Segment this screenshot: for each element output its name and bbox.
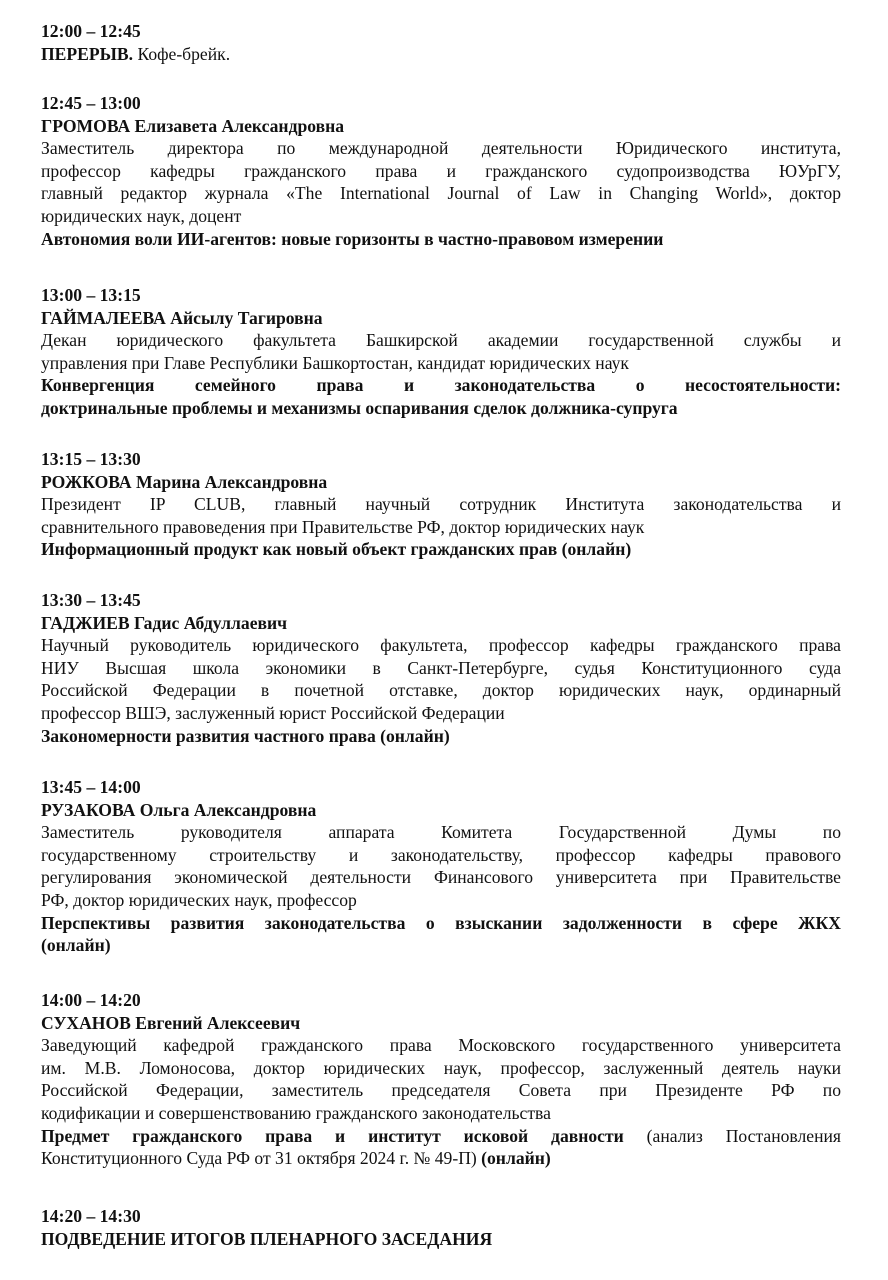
speaker-description-line: сравнительного правоведения при Правительстве РФ, доктор юридических наук [41,516,645,537]
talk-title-continued [41,1147,841,1170]
speaker-description-line: государственному строительству и законодательству, профессор кафедры правового [41,844,841,865]
speaker-given-names: Елизавета Александровна [130,115,345,136]
time-slot: 13:00 – 13:15 [41,285,141,305]
speaker-description-line: юридических наук, доцент [41,205,242,226]
speaker-given-names: Евгений Алексеевич [130,1012,301,1033]
speaker-description-line: Декан юридического факультета Башкирской академии государственной службы и [41,330,841,351]
talk-title [41,1125,841,1148]
speaker-given-names: Ольга Александровна [135,799,317,820]
talk-title-note: (анализ Постановления [623,1125,841,1146]
time-slot: 12:45 – 13:00 [41,93,141,113]
speaker-description-line: управления при Главе Республики Башкортостан, кандидат юридических наук [41,352,629,373]
schedule-item-speaker [41,92,841,273]
talk-title: Конвергенция семейного права и законодательства о несостоятельности: [41,375,841,396]
talk-title-continued: (онлайн) [41,935,111,956]
speaker-name [41,471,841,494]
speaker-description-line: кодификации и совершенствованию гражданского законодательства [41,1102,551,1123]
speaker-description-line: регулирования экономической деятельности Финансового университета при Правительстве [41,867,841,888]
talk-title-continued: доктринальные проблемы и механизмы оспаривания сделок должника-супруга [41,397,678,418]
talk-title-note-continued: Конституционного Суда РФ от 31 октября 2024 г. № 49-П) [41,1148,482,1169]
time-slot: 14:20 – 14:30 [41,1206,141,1226]
talk-title-bold: Предмет гражданского права и институт исковой давности [41,1125,624,1146]
time-slot: 14:00 – 14:20 [41,990,141,1010]
speaker-description-line: Заведующий кафедрой гражданского права Московского государственного университета [41,1035,841,1056]
speaker-surname: РУЗАКОВА [41,799,136,820]
speaker-name [41,799,841,822]
speaker-name [41,1012,841,1035]
speaker-description-line: РФ, доктор юридических наук, профессор [41,889,357,910]
speaker-given-names: Айсылу Тагировна [165,307,323,328]
time-slot: 13:30 – 13:45 [41,590,141,610]
schedule-item-speaker [41,589,841,747]
talk-title: Информационный продукт как новый объект гражданских прав (онлайн) [41,539,632,560]
closing-title: ПОДВЕДЕНИЕ ИТОГОВ ПЛЕНАРНОГО ЗАСЕДАНИЯ [41,1228,493,1249]
talk-title: Автономия воли ИИ-агентов: новые горизонты в частно-правовом измерении [41,228,664,249]
speaker-name [41,307,841,330]
break-title: ПЕРЕРЫВ. [41,43,134,64]
speaker-surname: РОЖКОВА [41,471,132,492]
time-slot: 12:00 – 12:45 [41,21,141,41]
speaker-description-line: Российской Федерации, заместитель председателя Совета при Президенте РФ по [41,1080,841,1101]
time-slot: 13:45 – 14:00 [41,777,141,797]
schedule-item-speaker [41,284,841,420]
schedule-item-break [41,20,841,65]
break-subtitle: Кофе-брейк. [133,43,231,64]
schedule-item-closing [41,1205,841,1250]
speaker-description-line: Научный руководитель юридического факультета, профессор кафедры гражданского права [41,635,841,656]
speaker-description-line: им. М.В. Ломоносова, доктор юридических наук, профессор, заслуженный деятель науки [41,1057,841,1078]
speaker-description-line: НИУ Высшая школа экономики в Санкт-Петербурге, судья Конституционного суда [41,657,841,678]
speaker-description-line: профессор ВШЭ, заслуженный юрист Российской Федерации [41,702,505,723]
speaker-name [41,612,841,635]
schedule-item-speaker [41,448,841,561]
talk-online-tag: (онлайн) [481,1148,551,1169]
spacer [41,250,841,273]
speaker-description-line: профессор кафедры гражданского права и гражданского судопроизводства ЮУрГУ, [41,160,841,181]
schedule-item-speaker [41,776,841,957]
speaker-description-line: Заместитель директора по международной деятельности Юридического института, [41,138,841,159]
time-slot: 13:15 – 13:30 [41,449,141,469]
speaker-description-line: Президент IP CLUB, главный научный сотрудник Института законодательства и [41,494,841,515]
speaker-description-line: Заместитель руководителя аппарата Комитета Государственной Думы по [41,822,841,843]
speaker-surname: ГРОМОВА [41,115,131,136]
speaker-surname: ГАДЖИЕВ [41,612,130,633]
speaker-surname: СУХАНОВ [41,1012,131,1033]
speaker-name [41,115,841,138]
speaker-description-line: Российской Федерации в почетной отставке, доктор юридических наук, ординарный [41,680,841,701]
speaker-surname: ГАЙМАЛЕЕВА [41,307,166,328]
schedule-item-speaker [41,989,841,1170]
speaker-description-line: главный редактор журнала «The International Journal of Law in Changing World», доктор [41,183,841,204]
talk-title: Перспективы развития законодательства о взыскании задолженности в сфере ЖКХ [41,912,841,933]
speaker-given-names: Марина Александровна [131,471,328,492]
speaker-given-names: Гадис Абдуллаевич [129,612,288,633]
talk-title: Закономерности развития частного права (онлайн) [41,725,450,746]
